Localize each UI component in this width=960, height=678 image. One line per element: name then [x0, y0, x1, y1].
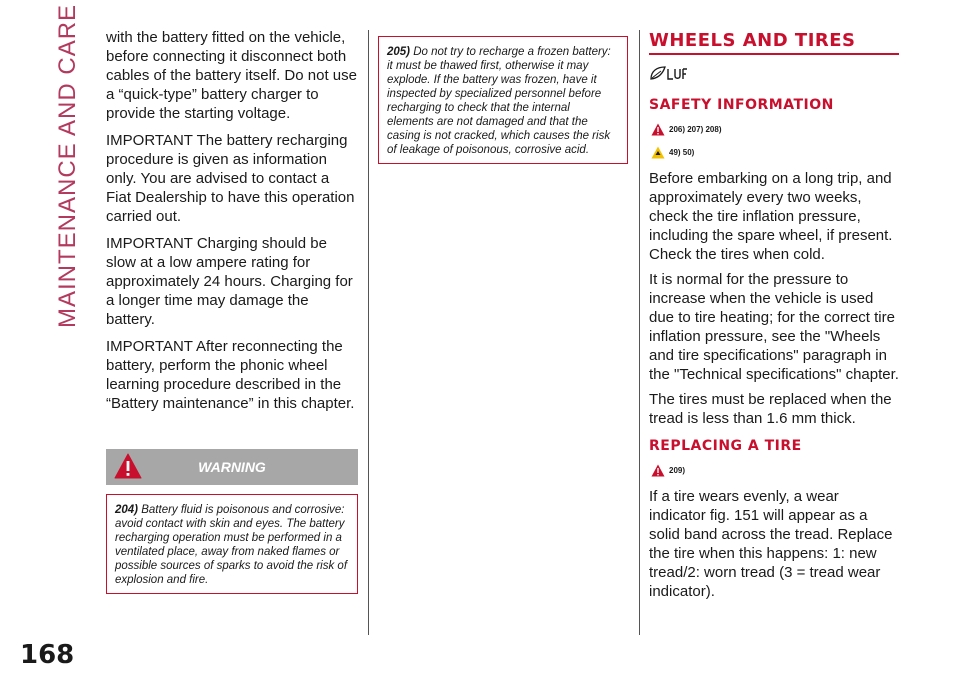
paragraph: If a tire wears evenly, a wear indicator fig. 151 will appear as a solid band across the tread. Replace the tire when this happens: 1: new tread/2: worn tread (3 = tread wear indicator). [649, 488, 893, 600]
subsection-title-replacing: REPLACING A TIRE [649, 438, 802, 454]
section-side-title: MAINTENANCE AND CARE [54, 3, 81, 328]
eco-leaf-icon [649, 63, 899, 83]
subsection-title-safety: SAFETY INFORMATION [649, 97, 834, 113]
column-2 [378, 36, 628, 164]
reference-numbers: 209) [669, 466, 686, 475]
paragraph: with the battery fitted on the vehicle, before connecting it disconnect both cables of the battery itself. Do not use a “quick-type” battery charger to provide the starting voltage. [106, 29, 357, 122]
warning-number: 204) [115, 504, 139, 516]
warning-triangle-icon [651, 464, 665, 477]
warning-number: 205) [387, 46, 411, 58]
paragraph: IMPORTANT After reconnecting the battery, perform the phonic wheel learning procedure described in the “Battery maintenance” in this chapter. [106, 338, 355, 412]
warning-text: Do not try to recharge a frozen battery: it must be thawed first, otherwise it may explode. If the battery was frozen, have it inspected by specialized personnel before recharging to check that the internal elements are not damaged and that the casing is not cracked, which causes the risk of leakage of poisonous, corrosive acid. [387, 46, 611, 156]
warning-reference [651, 464, 899, 477]
page-number: 168 [20, 640, 75, 670]
warning-header [106, 449, 358, 485]
warning-reference [651, 123, 899, 136]
column-3 [649, 30, 899, 607]
reference-numbers: 49) 50) [669, 148, 695, 157]
warning-205-box [378, 36, 628, 164]
paragraph: The tires must be replaced when the tread is less than 1.6 mm thick. [649, 391, 892, 427]
reference-numbers: 206) 207) 208) [669, 125, 722, 134]
warning-204-box [106, 494, 358, 594]
paragraph: It is normal for the pressure to increase when the vehicle is used due to tire heating; for the correct tire inflation pressure, see the "Wheels and tire specifications" paragraph in the "Technical specifications" chapter. [649, 271, 899, 383]
warning-label: WARNING [198, 459, 266, 475]
caution-reference [651, 146, 899, 159]
warning-triangle-icon [651, 123, 665, 136]
section-title: WHEELS AND TIRES [649, 30, 899, 55]
column-1 [106, 28, 358, 594]
paragraph: IMPORTANT The battery recharging procedure is given as information only. You are advised to contact a Fiat Dealership to have this operation carried out. [106, 132, 355, 225]
caution-triangle-icon [651, 146, 665, 159]
paragraph: IMPORTANT Charging should be slow at a low ampere rating for approximately 24 hours. Charging for a longer time may damage the battery. [106, 235, 353, 328]
paragraph: Before embarking on a long trip, and approximately every two weeks, check the tire inflation pressure, including the spare wheel, if present. Check the tires when cold. [649, 170, 893, 263]
column-divider [639, 30, 640, 635]
warning-text: Battery fluid is poisonous and corrosive: avoid contact with skin and eyes. The battery recharging operation must be performed in a ventilated place, away from naked flames or possible sources of sparks to avoid the risk of explosion and fire. [115, 504, 348, 586]
column-divider [368, 30, 369, 635]
